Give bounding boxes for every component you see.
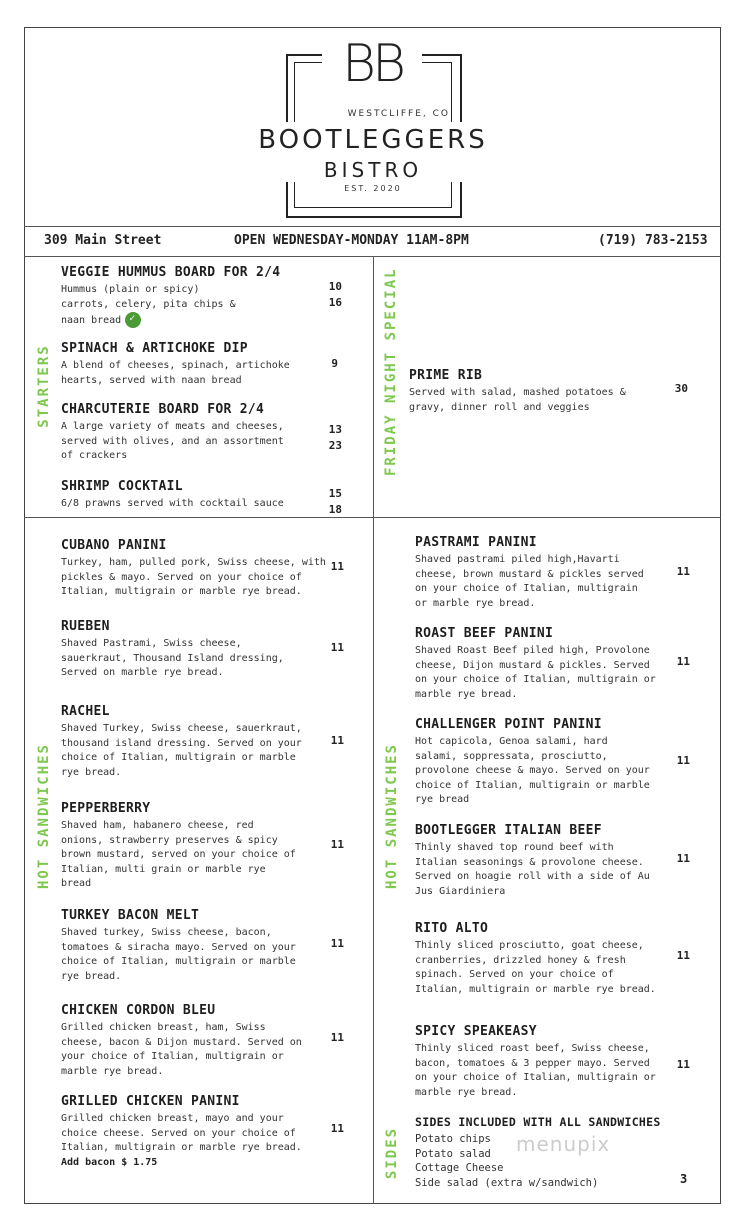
item-price: 10 16	[328, 280, 342, 309]
item-price: 9	[331, 357, 338, 370]
item-name: TURKEY BACON MELT	[61, 908, 200, 923]
item-note: Add bacon $ 1.75	[61, 1156, 158, 1168]
item-description: Shaved Roast Beef piled high, Provolone cheese, Dijon mustard & pickles. Served on your choice of Italian, multigrain or marble rye bread.	[415, 645, 656, 700]
item-description: Shaved turkey, Swiss cheese, bacon, tomatoes & siracha mayo. Served on your choice of Italian, multigrain or marble rye bread.	[61, 927, 296, 982]
item-description: Turkey, ham, pulled pork, Swiss cheese, with pickles & mayo. Served on your choice of Italian, multigrain or marble rye bread.	[61, 557, 326, 597]
item-price: 11	[676, 754, 690, 767]
item-name: CHARCUTERIE BOARD FOR 2/4	[61, 402, 265, 417]
menu-item	[61, 265, 321, 329]
menu-item	[415, 626, 670, 702]
item-description: A large variety of meats and cheeses, served with olives, and an assortment of crackers	[61, 421, 284, 461]
menu-item	[415, 1024, 670, 1100]
item-name: SPINACH & ARTICHOKE DIP	[61, 341, 248, 356]
brand-subtitle: BISTRO	[280, 158, 466, 182]
item-description: Shaved Turkey, Swiss cheese, sauerkraut, thousand island dressing. Served on your choice of Italian, multigrain or marble rye bread.	[61, 723, 302, 778]
sides-price: 3	[680, 1172, 688, 1186]
section-label-sides: SIDES	[384, 1126, 400, 1180]
logo-monogram: BB	[322, 34, 422, 94]
item-name: BOOTLEGGER ITALIAN BEEF	[415, 823, 602, 838]
item-price: 11	[330, 641, 344, 654]
menu-item	[61, 1003, 326, 1079]
address: 309 Main Street	[44, 233, 162, 248]
item-name: CUBANO PANINI	[61, 538, 167, 553]
item-description: 6/8 prawns served with cocktail sauce	[61, 498, 284, 509]
item-price: 15 18	[328, 487, 342, 516]
item-description: Thinly sliced prosciutto, goat cheese, cranberries, drizzled honey & fresh spinach. Served on your choice of Italian, multigrain or marble rye bread.	[415, 940, 656, 995]
item-name: VEGGIE HUMMUS BOARD FOR 2/4	[61, 265, 281, 280]
phone[interactable]: (719) 783-2153	[598, 233, 708, 248]
item-price: 11	[330, 1122, 344, 1135]
item-price: 11	[330, 734, 344, 747]
menu-item	[61, 801, 326, 892]
item-name: ROAST BEEF PANINI	[415, 626, 554, 641]
item-price: 11	[330, 1031, 344, 1044]
item-price: 11	[676, 565, 690, 578]
item-description: A blend of cheeses, spinach, artichoke hearts, served with naan bread	[61, 360, 290, 386]
item-price: 11	[676, 655, 690, 668]
divider-header	[24, 226, 721, 227]
vegan-icon	[125, 312, 141, 328]
watermark: menupix	[516, 1132, 611, 1156]
item-name: GRILLED CHICKEN PANINI	[61, 1094, 240, 1109]
item-description: Served with salad, mashed potatoes & gravy, dinner roll and veggies	[409, 387, 626, 413]
menu-item	[61, 704, 326, 780]
section-label-hot-left: HOT SANDWICHES	[36, 743, 52, 890]
item-price: 11	[676, 949, 690, 962]
item-price: 11	[676, 852, 690, 865]
sides-heading: SIDES INCLUDED WITH ALL SANDWICHES	[415, 1115, 661, 1129]
menu-item	[61, 402, 321, 464]
item-description: Hot capicola, Genoa salami, hard salami, soppressata, prosciutto, provolone cheese & mayo. Served on your choice of Italian, multigrain or marble rye bread	[415, 736, 650, 805]
item-description: Grilled chicken breast, mayo and your choice cheese. Served on your choice of Italian, multigrain or marble rye bread.	[61, 1113, 302, 1153]
item-name: RACHEL	[61, 704, 110, 719]
menu-item	[415, 535, 670, 611]
menu-item	[61, 341, 321, 388]
menu-item	[61, 538, 326, 600]
item-name: RUEBEN	[61, 619, 110, 634]
divider-center	[373, 256, 374, 1204]
item-description: Shaved ham, habanero cheese, red onions, strawberry preserves & spicy brown mustard, served on your choice of Italian, multi grain or marble rye bread	[61, 820, 296, 889]
item-description: Hummus (plain or spicy) carrots, celery, pita chips & naan bread✓	[61, 283, 321, 329]
item-description: Shaved Pastrami, Swiss cheese, sauerkraut, Thousand Island dressing, Served on marble rye bread.	[61, 638, 284, 678]
item-name: SHRIMP COCKTAIL	[61, 479, 183, 494]
item-price: 11	[330, 560, 344, 573]
item-description: Thinly sliced roast beef, Swiss cheese, bacon, tomatoes & 3 pepper mayo. Served on your choice of Italian, multigrain or marble rye bread.	[415, 1043, 656, 1098]
menu-item	[61, 479, 321, 512]
brand-location: WESTCLIFFE, CO	[347, 109, 450, 119]
item-description: Thinly shaved top round beef with Italian seasonings & provolone cheese. Served on hoagie roll with a side of Au Jus Giardiniera	[415, 842, 650, 897]
item-price: 11	[676, 1058, 690, 1071]
menu-item	[415, 717, 670, 808]
menu-item	[61, 1094, 326, 1170]
brand-name: BOOTLEGGERS	[200, 122, 546, 158]
menu-item	[415, 921, 670, 997]
item-description: Shaved pastrami piled high,Havarti cheese, brown mustard & pickles served on your choice of Italian, multigrain or marble rye bread.	[415, 554, 644, 609]
hours: OPEN WEDNESDAY-MONDAY 11AM-8PM	[234, 233, 469, 248]
item-name: CHICKEN CORDON BLEU	[61, 1003, 216, 1018]
menu-item	[61, 908, 326, 984]
item-name: PRIME RIB	[409, 368, 483, 383]
menu-item	[409, 368, 649, 415]
item-name: RITO ALTO	[415, 921, 489, 936]
item-price: 30	[674, 382, 688, 395]
item-name: SPICY SPEAKEASY	[415, 1024, 537, 1039]
sides-list: Potato chips Potato salad Cottage Cheese Side salad (extra w/sandwich)	[415, 1133, 599, 1189]
section-label-starters: STARTERS	[36, 344, 52, 428]
item-price: 13 23	[328, 423, 342, 452]
item-price: 11	[330, 838, 344, 851]
item-description: Grilled chicken breast, ham, Swiss cheese, bacon & Dijon mustard. Served on your choice of Italian, multigrain or marble rye bread.	[61, 1022, 302, 1077]
section-label-hot-right: HOT SANDWICHES	[384, 743, 400, 890]
brand-established: EST. 2020	[344, 184, 402, 193]
item-price: 11	[330, 937, 344, 950]
menu-item	[415, 823, 670, 899]
item-name: PEPPERBERRY	[61, 801, 151, 816]
section-label-friday: FRIDAY NIGHT SPECIAL	[383, 267, 399, 476]
item-name: PASTRAMI PANINI	[415, 535, 537, 550]
menu-item	[61, 619, 326, 681]
item-name: CHALLENGER POINT PANINI	[415, 717, 602, 732]
